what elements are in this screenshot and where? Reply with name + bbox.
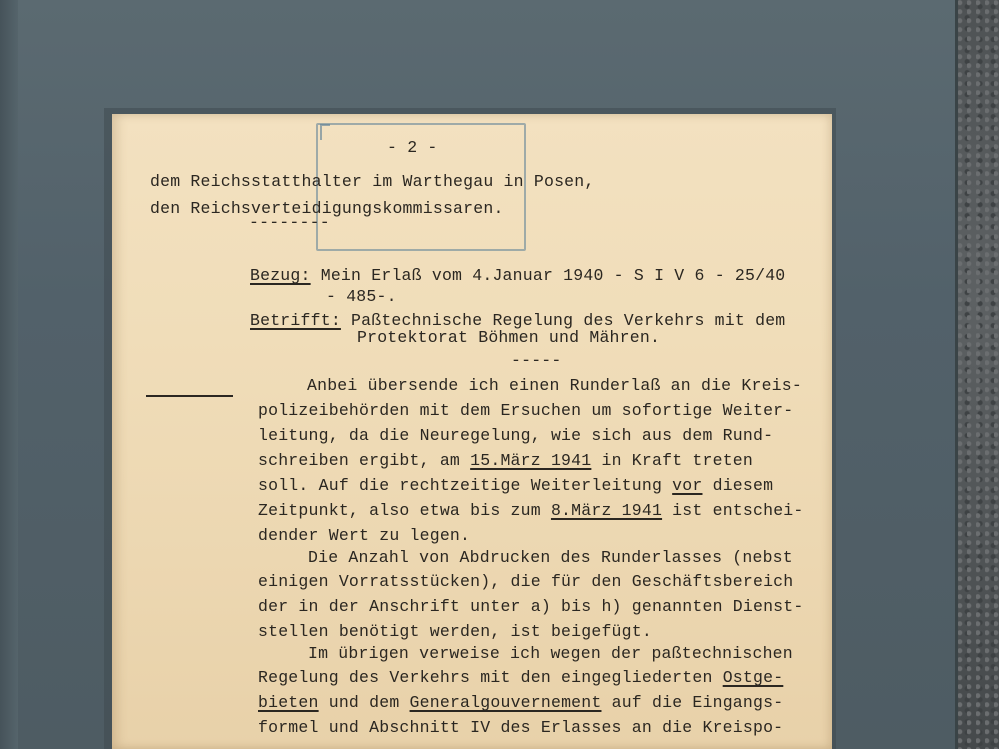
pavement-background [958,0,999,749]
paragraph-1-line-5 [258,474,773,498]
paragraph-1-line-7: dender Wert zu legen. [258,526,471,545]
ostgebieten-part-1: Ostge- [722,668,784,687]
address-rule: -------- [249,213,330,232]
paragraph-1-line-1: Anbei übersende ich einen Runderlaß an die Kreis- [307,376,802,395]
margin-rule [146,395,233,397]
paragraph-1-line-2: polizeibehörden mit dem Ersuchen um sofortige Weiter- [258,401,794,420]
text-segment: in Kraft treten [591,451,754,470]
paragraph-2-line-2: einigen Vorratsstücken), die für den Geschäftsbereich [258,572,794,591]
reference-text-2: - 485-. [326,287,397,306]
text-segment: Regelung des Verkehrs mit den eingegliederten [258,668,723,687]
ostgebieten-part-2: bieten [258,693,319,712]
subject-rule: ----- [511,351,562,370]
emphasis-vor: vor [672,476,703,495]
reference-label: Bezug: [250,266,311,285]
paragraph-1-line-6 [258,499,804,523]
subject-text-2: Protektorat Böhmen und Mähren. [357,328,661,347]
text-segment: und dem [318,693,410,712]
paragraph-3-line-1: Im übrigen verweise ich wegen der paßtechnischen [308,644,793,663]
paragraph-3-line-2 [258,666,783,690]
text-segment: schreiben ergibt, am [258,451,471,470]
deadline-date: 8.März 1941 [550,501,663,520]
text-segment: soll. Auf die rechtzeitige Weiterleitung [258,476,673,495]
subject-label: Betrifft: [250,311,341,330]
effective-date: 15.März 1941 [470,451,592,470]
paragraph-2-line-3: der in der Anschrift unter a) bis h) genannten Dienst- [258,597,804,616]
paragraph-3-line-3 [258,691,783,715]
subject-text-1: Paßtechnische Regelung des Verkehrs mit dem [340,311,786,330]
paragraph-2-line-4: stellen benötigt werden, ist beigefügt. [258,622,652,641]
text-segment: Zeitpunkt, also etwa bis zum [258,501,551,520]
generalgouvernement: Generalgouvernement [409,693,602,712]
paragraph-1-line-4 [258,449,753,473]
reference-text-1: Mein Erlaß vom 4.Januar 1940 - S I V 6 - 25/40 [310,266,786,285]
address-line-2: den Reichsverteidigungskommissaren. [150,199,504,218]
board-edge [0,0,18,749]
stamp-corner [320,124,330,140]
address-line-1: dem Reichsstatthalter im Warthegau in Posen, [150,172,595,191]
page-marker: - 2 - [387,138,438,157]
paragraph-1-line-3: leitung, da die Neuregelung, wie sich aus dem Rund- [258,426,774,445]
paragraph-3-line-4: formel und Abschnitt IV des Erlasses an die Kreispo- [258,718,784,737]
paragraph-2-line-1: Die Anzahl von Abdrucken des Runderlasses (nebst [308,548,793,567]
text-segment: diesem [702,476,774,495]
text-segment: auf die Eingangs- [601,693,784,712]
text-segment: ist entschei- [662,501,804,520]
